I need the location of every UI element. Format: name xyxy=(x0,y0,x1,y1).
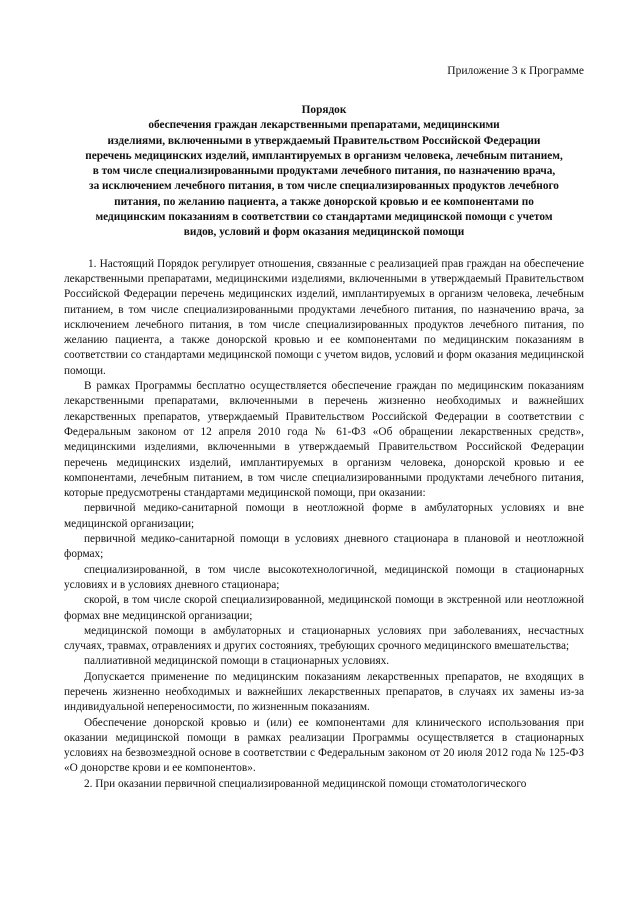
document-title xyxy=(64,103,584,241)
title-line: питания, по желанию пациента, а также донорской кровью и ее компонентами по xyxy=(114,195,534,208)
list-item-urgent-care: медицинской помощи в амбулаторных и стационарных условиях при заболеваниях, несчастных случаях, травмах, отравлениях и других состояниях, требующих срочного медицинского вмешательства; xyxy=(64,624,584,653)
title-line: медицинским показаниям в соответствии со стандартами медицинской помощи с учетом xyxy=(95,211,553,224)
title-line: обеспечения граждан лекарственными препаратами, медицинскими xyxy=(148,119,500,132)
list-item-primary-emergency: первичной медико-санитарной помощи в неотложной форме в амбулаторных условиях и вне медицинской организации; xyxy=(64,502,584,530)
paragraph-scope: 1. Настоящий Порядок регулирует отношения, связанные с реализацией прав граждан на обеспечение лекарственными препаратами, медицинскими изделиями, включенными в утверждаемый Правительством Российской Федерации перечень медицинских изделий, имплантируемых в организм человека, лечебным питанием, в том числе специализированными продуктами лечебного питания, по назначению врача, за исключением лечебного питания, в том числе специализированных продуктов лечебного питания, по желанию пациента, а также донорской кровью и ее компонентами по медицинским показаниям в соответствии со стандартами медицинской помощи с учетом видов, условий и форм оказания медицинской помощи. xyxy=(64,257,584,377)
appendix-label: Приложение 3 к Программе xyxy=(447,65,584,77)
paragraph-program-provision: В рамках Программы бесплатно осуществляется обеспечение граждан по медицинским показаниям лекарственными препаратами, включенными в перечень жизненно необходимых и важнейших лекарственных препаратов, утверждаемый Правительством Российской Федерации в соответствии с Федеральным законом от 12 апреля 2010 года № 61-ФЗ «Об обращении лекарственных средств», медицинскими изделиями, включенными в утверждаемый Правительством Российской Федерации перечень медицинских изделий, имплантируемых в организм человека, донорской кровью и ее компонентами, лечебным питанием, в том числе специализированными продуктами лечебного питания, которые предусмотрены стандартами медицинской помощи, при оказании: xyxy=(64,380,584,500)
list-item-primary-day-hospital: первичной медико-санитарной помощи в условиях дневного стационара в плановой и неотложной формах; xyxy=(64,533,584,561)
title-line: видов, условий и форм оказания медицинской помощи xyxy=(183,226,465,239)
list-item-specialized: специализированной, в том числе высокотехнологичной, медицинской помощи в стационарных условиях и в условиях дневного стационара; xyxy=(64,563,584,591)
title-line: изделиями, включенными в утверждаемый Правительством Российской Федерации xyxy=(107,134,541,147)
title-line: за исключением лечебного питания, в том числе специализированных продуктов лечебного xyxy=(89,180,559,193)
paragraph-donor-blood: Обеспечение донорской кровью и (или) ее компонентами для клинического использования при оказании медицинской помощи в рамках реализации Программы осуществляется в стационарных условиях на безвозмездной основе в соответствии с Федеральным законом от 20 июля 2012 года № 125-ФЗ «О донорстве крови и ее компонентов». xyxy=(64,716,584,775)
paragraph-replacement-drugs: Допускается применение по медицинским показаниям лекарственных препаратов, не входящих в перечень жизненно необходимых и важнейших лекарственных препаратов, в случаях их замены из-за индивидуальной непереносимости, по жизненным показаниям. xyxy=(64,670,584,714)
list-item-ambulance: скорой, в том числе скорой специализированной, медицинской помощи в экстренной или неотложной формах вне медицинской организации; xyxy=(64,594,584,622)
title-line: Порядок xyxy=(301,104,347,116)
list-item-palliative: паллиативной медицинской помощи в стационарных условиях. xyxy=(84,655,390,668)
paragraph-dental-care: 2. При оказании первичной специализированной медицинской помощи стоматологического xyxy=(84,777,527,790)
title-line: перечень медицинских изделий, имплантируемых в организм человека, лечебным питанием, xyxy=(85,149,563,162)
document-body xyxy=(64,257,584,792)
title-line: в том числе специализированными продуктами лечебного питания, по назначению врача, xyxy=(92,165,556,178)
